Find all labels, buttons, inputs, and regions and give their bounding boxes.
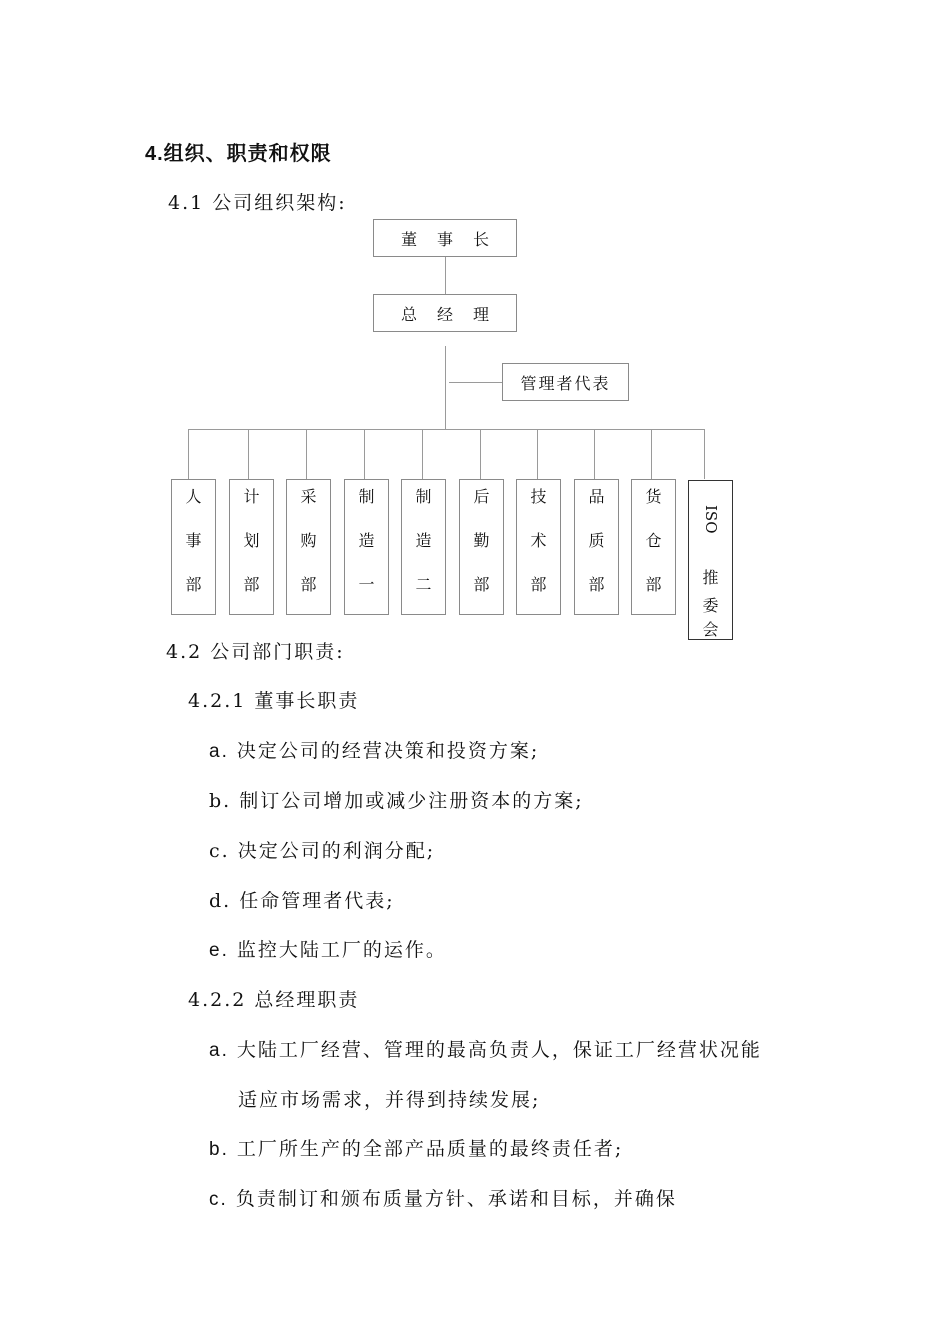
dept-char: 质 xyxy=(588,531,605,550)
duties-heading: 4.2 公司部门职责: xyxy=(166,641,345,663)
dept-char: 事 xyxy=(185,531,202,550)
duty-item-continuation: 适应市场需求，并得到持续发展; xyxy=(238,1089,541,1111)
org-heading: 4.1 公司组织架构: xyxy=(168,192,347,214)
dept-drop-line xyxy=(704,429,705,479)
duty-item xyxy=(209,935,447,962)
dept-char: 仓 xyxy=(645,531,662,550)
dept-char: 部 xyxy=(300,575,317,594)
gm-box: 总经理 xyxy=(373,294,517,332)
dept-drop-line xyxy=(480,429,481,479)
item-marker: e. xyxy=(209,940,229,961)
dept-char: 一 xyxy=(358,575,375,594)
dept-char: 术 xyxy=(530,531,547,550)
duty-item xyxy=(209,886,395,913)
duty-item xyxy=(209,786,584,813)
dept-drop-line xyxy=(188,429,189,479)
iso-char: 推 xyxy=(702,568,719,587)
dept-char: 采 xyxy=(300,487,317,506)
dept-char: 计 xyxy=(243,487,260,506)
gm-duties-heading: 4.2.2 总经理职责 xyxy=(188,989,360,1011)
dept-drop-line xyxy=(651,429,652,479)
dept-char: 部 xyxy=(588,575,605,594)
dept-drop-line xyxy=(422,429,423,479)
item-text: 监控大陆工厂的运作。 xyxy=(236,939,447,961)
duty-item xyxy=(209,836,435,863)
duty-item xyxy=(209,1184,677,1211)
iso-label: ISO xyxy=(702,505,720,534)
item-marker: a. xyxy=(209,1040,229,1061)
dept-box-technical xyxy=(516,479,561,615)
item-text: 制订公司增加或减少注册资本的方案; xyxy=(239,790,584,812)
section-title-text: 4.组织、职责和权限 xyxy=(145,143,332,165)
connector-mgmt-rep xyxy=(449,382,502,383)
item-marker: b. xyxy=(209,790,232,812)
dept-box-warehouse xyxy=(631,479,676,615)
item-text: 决定公司的利润分配; xyxy=(237,840,436,862)
iso-committee-box xyxy=(688,480,733,640)
dept-char: 技 xyxy=(530,487,547,506)
iso-char: 会 xyxy=(702,620,719,639)
chairman-duties-heading: 4.2.1 董事长职责 xyxy=(188,690,360,712)
dept-char: 制 xyxy=(415,487,432,506)
duty-item xyxy=(209,1035,762,1062)
dept-char: 部 xyxy=(473,575,490,594)
dept-char: 制 xyxy=(358,487,375,506)
dept-drop-line xyxy=(306,429,307,479)
dept-char: 购 xyxy=(300,531,317,550)
dept-char: 勤 xyxy=(473,531,490,550)
item-text: 负责制订和颁布质量方针、承诺和目标，并确保 xyxy=(235,1188,677,1210)
dept-char: 品 xyxy=(588,487,605,506)
dept-box-planning xyxy=(229,479,274,615)
chairman-box: 董事长 xyxy=(373,219,517,257)
dept-box-purchasing xyxy=(286,479,331,615)
dept-drop-line xyxy=(364,429,365,479)
item-marker: c. xyxy=(209,1189,228,1210)
dept-box-hr xyxy=(171,479,216,615)
item-text: 决定公司的经营决策和投资方案; xyxy=(236,740,540,762)
dept-char: 划 xyxy=(243,531,260,550)
dept-box-logistics xyxy=(459,479,504,615)
item-text: 工厂所生产的全部产品质量的最终责任者; xyxy=(236,1138,624,1160)
dept-box-quality xyxy=(574,479,619,615)
item-marker: d. xyxy=(209,890,232,912)
mgmt-rep-box: 管理者代表 xyxy=(502,363,629,401)
item-marker: b. xyxy=(209,1139,229,1160)
dept-char: 造 xyxy=(358,531,375,550)
dept-char: 部 xyxy=(530,575,547,594)
dept-char: 造 xyxy=(415,531,432,550)
dept-drop-line xyxy=(248,429,249,479)
connector-chairman-gm xyxy=(445,257,446,294)
section-title xyxy=(145,137,332,166)
dept-box-manufacturing-2 xyxy=(401,479,446,615)
dept-box-manufacturing-1 xyxy=(344,479,389,615)
dept-char: 部 xyxy=(243,575,260,594)
connector-gm-trunk xyxy=(445,346,446,429)
dept-char: 货 xyxy=(645,487,662,506)
item-text: 大陆工厂经营、管理的最高负责人，保证工厂经营状况能 xyxy=(236,1039,762,1061)
dept-char: 部 xyxy=(185,575,202,594)
dept-char: 部 xyxy=(645,575,662,594)
item-marker: c. xyxy=(209,840,230,862)
iso-char: 委 xyxy=(702,596,719,615)
dept-bus-line xyxy=(188,429,704,430)
duty-item xyxy=(209,1134,623,1161)
dept-char: 后 xyxy=(473,487,490,506)
item-text: 任命管理者代表; xyxy=(239,890,395,912)
duty-item xyxy=(209,736,539,763)
dept-drop-line xyxy=(537,429,538,479)
item-marker: a. xyxy=(209,741,229,762)
dept-char: 人 xyxy=(185,487,202,506)
dept-drop-line xyxy=(594,429,595,479)
dept-char: 二 xyxy=(415,575,432,594)
